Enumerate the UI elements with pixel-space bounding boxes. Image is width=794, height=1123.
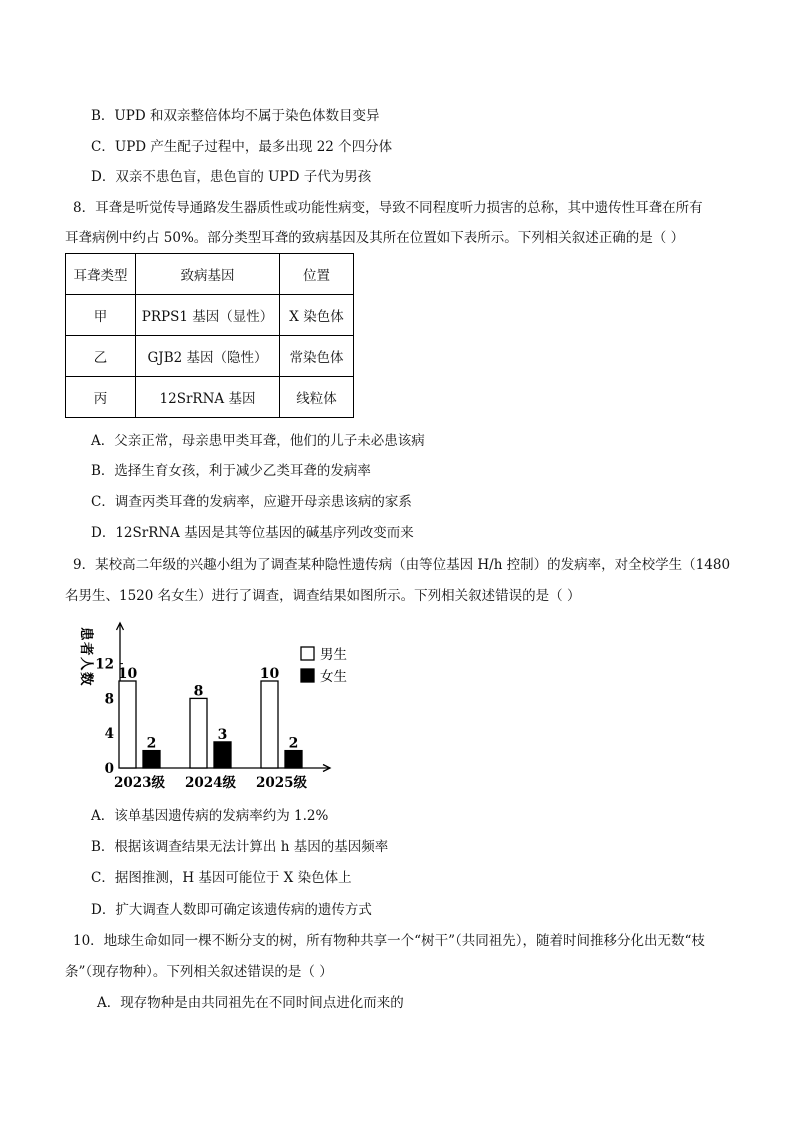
table-cell: PRPS1 基因（显性）	[136, 295, 280, 336]
table-row	[66, 336, 354, 377]
legend-swatch	[301, 669, 314, 682]
q9-stem-line2: 名男生、1520 名女生）进行了调查，调查结果如图所示。下列相关叙述错误的是（ ）	[65, 588, 581, 604]
table-row	[66, 377, 354, 418]
table-cell: 乙	[66, 336, 136, 377]
q7-option-b: B．UPD 和双亲整倍体均不属于染色体数目变异	[91, 108, 380, 124]
bar	[190, 698, 207, 768]
bar	[285, 751, 302, 768]
y-axis-label-char: 数	[78, 672, 94, 686]
bar-value-label: 10	[117, 666, 138, 682]
legend-swatch	[301, 647, 314, 660]
q8-option-d: D．12SrRNA 基因是其等位基因的碱基序列改变而来	[91, 525, 414, 541]
table-cell: 常染色体	[280, 336, 354, 377]
bar-value-label: 3	[217, 726, 228, 743]
q8-option-c: C．调查丙类耳聋的发病率，应避开母亲患该病的家系	[91, 494, 412, 510]
table-header-cell: 耳聋类型	[66, 254, 136, 295]
q9-option-c: C．据图推测，H 基因可能位于 X 染色体上	[91, 870, 352, 886]
bar-value-label: 2	[146, 735, 157, 752]
q8-stem-line2: 耳聋病例中约占 50%。部分类型耳聋的致病基因及其所在位置如下表所示。下列相关叙述正确的是（ ）	[65, 230, 685, 246]
q8-stem-line1: 8．耳聋是听觉传导通路发生器质性或功能性病变，导致不同程度听力损害的总称，其中遗传性耳聋在所有	[73, 200, 703, 216]
y-axis-label-char: 患	[78, 627, 94, 641]
y-tick-label: 0	[104, 761, 114, 777]
bar-value-label: 8	[193, 683, 204, 700]
bars	[118, 666, 302, 768]
q9-option-b: B．根据该调查结果无法计算出 h 基因的基因频率	[91, 839, 389, 855]
bar-value-label: 10	[259, 666, 280, 682]
bar	[119, 681, 136, 768]
table-cell: 线粒体	[280, 377, 354, 418]
deafness-gene-table	[65, 253, 354, 418]
q7-option-d: D．双亲不患色盲，患色盲的 UPD 子代为男孩	[91, 169, 372, 185]
y-axis-label-group	[78, 627, 95, 686]
x-tick-labels	[114, 774, 308, 791]
table-header-row	[66, 254, 354, 295]
table-header-cell: 位置	[280, 254, 354, 295]
table-header-cell: 致病基因	[136, 254, 280, 295]
y-axis-label-char: 人	[78, 657, 94, 671]
x-tick-label: 2024级	[184, 775, 237, 791]
table-cell: 丙	[66, 377, 136, 418]
patient-count-bar-chart	[72, 615, 372, 795]
table-cell: 12SrRNA 基因	[136, 377, 280, 418]
legend-label: 女生	[320, 669, 347, 685]
q9-option-a: A．该单基因遗传病的发病率约为 1.2%	[91, 808, 329, 824]
y-tick-label: 8	[104, 691, 114, 708]
table-cell: X 染色体	[280, 295, 354, 336]
y-tick-label: 12	[95, 656, 114, 673]
q10-stem-line1: 10．地球生命如同一棵不断分支的树，所有物种共享一个“树干”（共同祖先），随着时间推移分化出无数“枝	[73, 933, 705, 949]
q8-option-b: B．选择生育女孩，利于减少乙类耳聋的发病率	[91, 463, 371, 479]
x-tick-label: 2025级	[255, 775, 308, 791]
table-cell: 甲	[66, 295, 136, 336]
table-row	[66, 295, 354, 336]
q9-stem-line1: 9．某校高二年级的兴趣小组为了调查某种隐性遗传病（由等位基因 H/h 控制）的发病率，对全校学生（1480	[73, 557, 731, 573]
table-cell: GJB2 基因（隐性）	[136, 336, 280, 377]
bar-value-label: 2	[288, 735, 299, 752]
q7-option-c: C．UPD 产生配子过程中，最多出现 22 个四分体	[91, 139, 393, 155]
bar	[143, 751, 160, 768]
q10-option-a: A．现存物种是由共同祖先在不同时间点进化而来的	[97, 995, 404, 1011]
bar	[214, 742, 231, 768]
x-tick-label: 2023级	[113, 775, 166, 791]
legend-label: 男生	[320, 647, 347, 663]
bar	[261, 681, 278, 768]
y-tick-label: 4	[104, 726, 114, 743]
y-axis-label-char: 者	[78, 642, 94, 656]
q10-stem-line2: 条”（现存物种）。下列相关叙述错误的是（ ）	[65, 964, 333, 980]
q8-option-a: A．父亲正常，母亲患甲类耳聋，他们的儿子未必患该病	[91, 433, 425, 449]
chart-legend	[301, 646, 347, 685]
q9-option-d: D．扩大调查人数即可确定该遗传病的遗传方式	[91, 902, 372, 918]
